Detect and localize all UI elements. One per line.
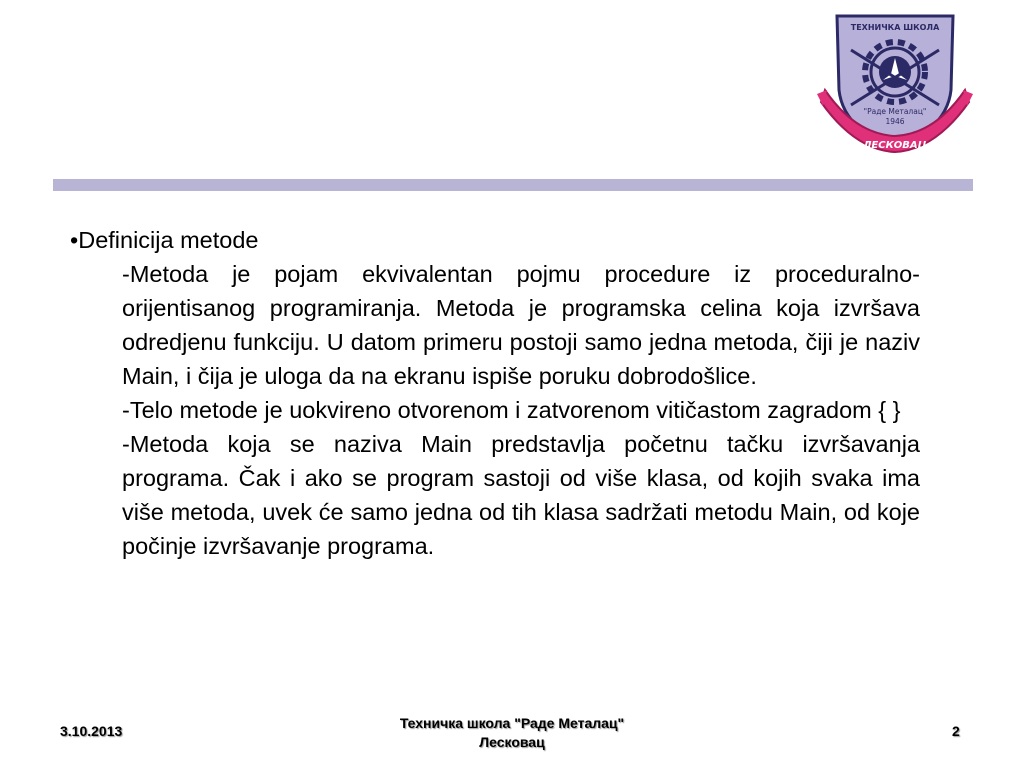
paragraph-main-method: -Metoda koja se naziva Main predstavlja početnu tačku izvršavanja programa. Čak i ako se program sastoji od više klasa, od kojih svaka ima više metoda, uvek će samo jedna od tih klasa sadržati metodu Main, od koje počinje izvršavanje programa. bbox=[122, 431, 920, 559]
footer-school-city: Лесковац bbox=[479, 734, 545, 750]
footer-school bbox=[0, 714, 1024, 752]
footer-date: 3.10.2013 bbox=[60, 723, 123, 739]
logo-top-text: ТЕХНИЧКА ШКОЛА bbox=[850, 23, 940, 32]
header-divider bbox=[53, 179, 973, 191]
slide-body bbox=[70, 223, 920, 563]
school-logo bbox=[815, 10, 975, 160]
paragraph-method-definition: -Metoda je pojam ekvivalentan pojmu procedure iz proceduralno-orijentisanog programiranja. Metoda je programska celina koja izvršava odredjenu funkciju. U datom primeru postoji samo jedna metoda, čiji je naziv Main, i čija je uloga da na ekranu ispiše poruku dobrodošlice. bbox=[122, 261, 920, 389]
logo-year: 1946 bbox=[885, 117, 905, 126]
bullet-heading: •Definicija metode bbox=[70, 227, 259, 253]
logo-school-name: "Раде Металац" bbox=[863, 107, 927, 116]
footer-page-number: 2 bbox=[952, 723, 960, 739]
footer-school-name: Техничка школа "Раде Металац" bbox=[399, 715, 625, 731]
paragraph-method-body: -Telo metode je uokvireno otvorenom i zatvorenom vitičastom zagradom { } bbox=[122, 397, 901, 423]
school-crest-icon bbox=[815, 10, 975, 160]
logo-ribbon-text: ЛЕСКОВАЦ bbox=[863, 140, 927, 151]
